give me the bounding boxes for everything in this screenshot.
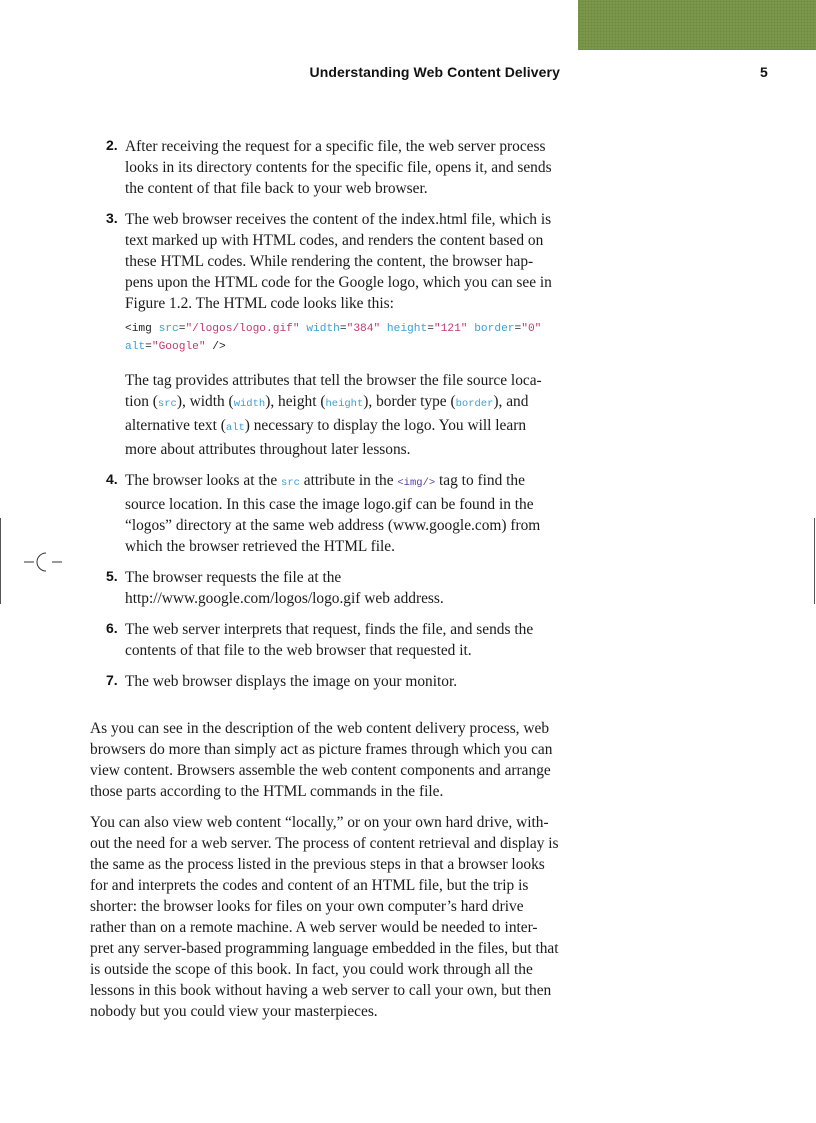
- step-3: [90, 209, 560, 460]
- inline-code-height: height: [325, 398, 364, 410]
- inline-code-img-tag: <img/>: [397, 477, 436, 489]
- crop-mark-left: [0, 518, 1, 604]
- step-7: [90, 671, 560, 692]
- body-paragraph: As you can see in the description of the web content delivery process, web browsers do more than simply act as picture frames through which you can view content. Browsers assemble the web content components and arrange those parts according to the HTML commands in the file.: [90, 720, 553, 800]
- step-number: 6.: [106, 620, 118, 636]
- code-attr-height: height: [386, 323, 428, 335]
- step-followup-text: The tag provides attributes that tell the browser the file source loca-tion (src), width (width), height (height), border type (border), and alternative text (alt) necessary to display the logo. You will learn more about attributes throughout later lessons.: [125, 372, 542, 458]
- running-header-title: Understanding Web Content Delivery: [309, 64, 560, 80]
- inline-code-alt: alt: [225, 422, 245, 434]
- step-text: The browser requests the file at the http://www.google.com/logos/logo.gif web address.: [125, 569, 444, 607]
- step-2: [90, 136, 560, 199]
- step-number: 5.: [106, 568, 118, 584]
- inline-code-src: src: [281, 477, 300, 489]
- code-val-border: "0": [521, 323, 542, 335]
- code-attr-alt: alt: [125, 341, 146, 353]
- step-number: 4.: [106, 471, 118, 487]
- code-tag-open: <img: [125, 323, 159, 335]
- step-text: The web browser displays the image on your monitor.: [125, 673, 458, 690]
- registration-mark-icon: [24, 550, 64, 576]
- step-5: [90, 567, 560, 609]
- page-number: 5: [760, 64, 768, 80]
- crop-mark-right: [814, 518, 815, 604]
- step-text: After receiving the request for a specific file, the web server process looks in its directory contents for the specific file, opens it, and sends the content of that file back to your web browser.: [125, 138, 552, 197]
- code-val-src: "/logos/logo.gif": [185, 323, 300, 335]
- step-4: [90, 470, 560, 557]
- code-snippet: <img src="/logos/logo.gif" width="384" height="121" border="0" alt="Google" />: [125, 323, 542, 353]
- code-tag-close: />: [205, 341, 226, 353]
- code-attr-src: src: [158, 323, 179, 335]
- step-text: The web browser receives the content of the index.html file, which is text marked up with HTML codes, and renders the content based on these HTML codes. While rendering the content, the browser hap-pens upon the HTML code for the Google logo, which you can see in Figure 1.2. The HTML code looks like this:: [125, 211, 552, 312]
- step-text: The browser looks at the src attribute in the <img/> tag to find the source location. In this case the image logo.gif can be found in the “logos” directory at the same web address (www.google.com) from which the browser retrieved the HTML file.: [125, 472, 541, 555]
- code-val-alt: "Google": [151, 341, 206, 353]
- code-attr-border: border: [474, 323, 515, 335]
- inline-code-width: width: [233, 398, 266, 410]
- step-number: 3.: [106, 210, 118, 226]
- inline-code-src: src: [157, 398, 177, 410]
- code-val-height: "121": [433, 323, 468, 335]
- code-val-width: "384": [346, 323, 381, 335]
- step-number: 7.: [106, 672, 118, 688]
- step-number: 2.: [106, 137, 118, 153]
- chapter-tab: [578, 0, 816, 50]
- step-6: [90, 619, 560, 661]
- step-text: The web server interprets that request, finds the file, and sends the contents of that file to the web browser that requested it.: [125, 621, 534, 659]
- page-content: [90, 136, 560, 1032]
- inline-code-border: border: [455, 398, 494, 410]
- steps-list: [90, 136, 560, 692]
- body-text: [90, 718, 560, 1022]
- code-attr-width: width: [306, 323, 340, 335]
- body-paragraph: You can also view web content “locally,” or on your own hard drive, with-out the need for a web server. The process of content retrieval and display is the same as the process listed in the previous steps in that a browser looks for and interprets the codes and content of an HTML file, but the trip is shorter: the browser looks for files on your own computer’s hard drive rather than on a remote machine. A web server would be needed to inter-pret any server-based programming language embedded in the files, but that is outside the scope of this book. In fact, you could work through all the lessons in this book without having a web server to call your own, but then nobody but you could view your masterpieces.: [90, 814, 559, 1020]
